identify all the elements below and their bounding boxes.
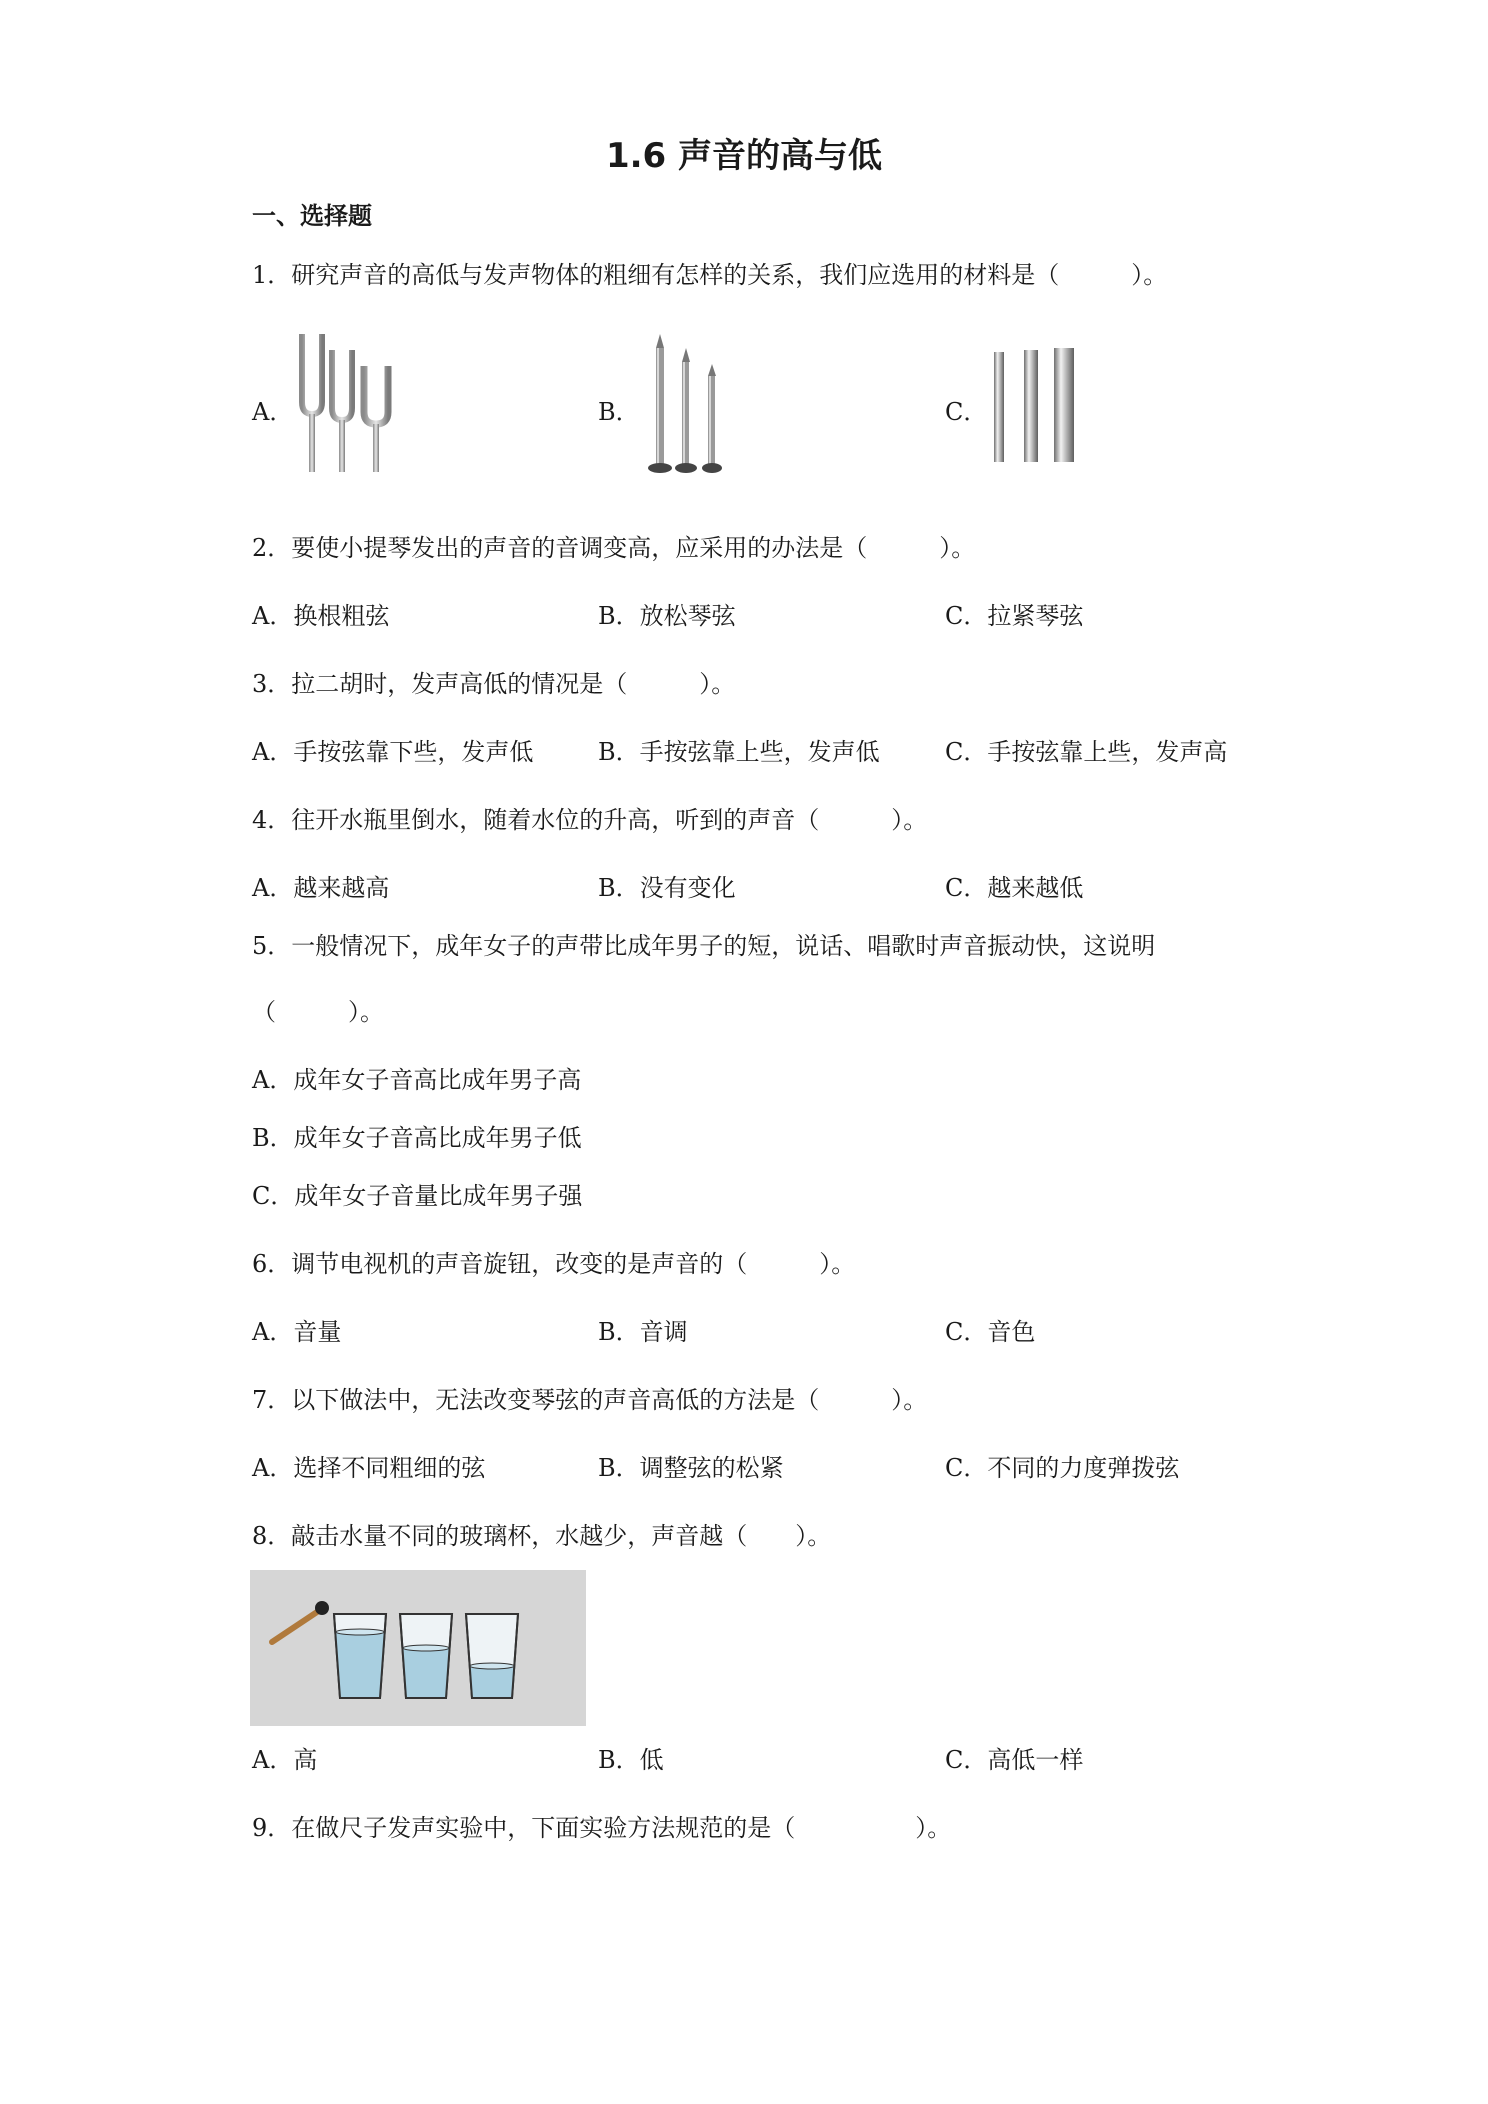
glasses-with-water-icon: [250, 1570, 586, 1726]
question-5: 5．一般情况下，成年女子的声带比成年男子的短，说话、唱歌时声音振动快，这说明: [252, 932, 1156, 960]
q2-option-b[interactable]: B．放松琴弦: [598, 602, 736, 630]
q7-option-a[interactable]: A．选择不同粗细的弦: [252, 1454, 486, 1482]
question-5-continued: （ ）。: [252, 998, 384, 1026]
q4-option-c[interactable]: C．越来越低: [945, 874, 1084, 902]
question-4: 4．往开水瓶里倒水，随着水位的升高，听到的声音（ ）。: [252, 806, 928, 834]
tuning-forks-icon: [292, 330, 404, 476]
page-title: 1.6 声音的高与低: [605, 136, 883, 176]
q1-option-b-label: B．: [598, 398, 640, 426]
q4-option-b[interactable]: B．没有变化: [598, 874, 736, 902]
q6-option-c[interactable]: C．音色: [945, 1318, 1036, 1346]
q5-option-c[interactable]: C．成年女子音量比成年男子强: [252, 1182, 583, 1210]
q2-option-c[interactable]: C．拉紧琴弦: [945, 602, 1084, 630]
q3-option-a[interactable]: A．手按弦靠下些，发声低: [252, 738, 534, 766]
question-6: 6．调节电视机的声音旋钮，改变的是声音的（ ）。: [252, 1250, 856, 1278]
question-2: 2．要使小提琴发出的声音的音调变高，应采用的办法是（ ）。: [252, 534, 976, 562]
q7-option-c[interactable]: C．不同的力度弹拨弦: [945, 1454, 1180, 1482]
q5-option-a[interactable]: A．成年女子音高比成年男子高: [252, 1066, 582, 1094]
q6-option-a[interactable]: A．音量: [252, 1318, 342, 1346]
q3-option-b[interactable]: B．手按弦靠上些，发声低: [598, 738, 880, 766]
q6-option-b[interactable]: B．音调: [598, 1318, 688, 1346]
metal-rods-icon: [990, 348, 1076, 466]
question-7: 7．以下做法中，无法改变琴弦的声音高低的方法是（ ）。: [252, 1386, 928, 1414]
question-9: 9．在做尺子发声实验中，下面实验方法规范的是（ ）。: [252, 1814, 952, 1842]
q8-option-a[interactable]: A．高: [252, 1746, 318, 1774]
q5-option-b[interactable]: B．成年女子音高比成年男子低: [252, 1124, 582, 1152]
q4-option-a[interactable]: A．越来越高: [252, 874, 390, 902]
q8-option-b[interactable]: B．低: [598, 1746, 664, 1774]
nails-icon: [646, 334, 738, 478]
question-3: 3．拉二胡时，发声高低的情况是（ ）。: [252, 670, 736, 698]
q8-option-c[interactable]: C．高低一样: [945, 1746, 1084, 1774]
q1-option-a-label: A．: [252, 398, 294, 426]
section-heading: 一、选择题: [252, 202, 372, 230]
q1-option-c-label: C．: [945, 398, 988, 426]
q7-option-b[interactable]: B．调整弦的松紧: [598, 1454, 784, 1482]
question-8: 8．敲击水量不同的玻璃杯，水越少，声音越（ ）。: [252, 1522, 832, 1550]
question-1: 1．研究声音的高低与发声物体的粗细有怎样的关系，我们应选用的材料是（ ）。: [252, 261, 1168, 289]
q2-option-a[interactable]: A．换根粗弦: [252, 602, 390, 630]
q3-option-c[interactable]: C．手按弦靠上些，发声高: [945, 738, 1228, 766]
